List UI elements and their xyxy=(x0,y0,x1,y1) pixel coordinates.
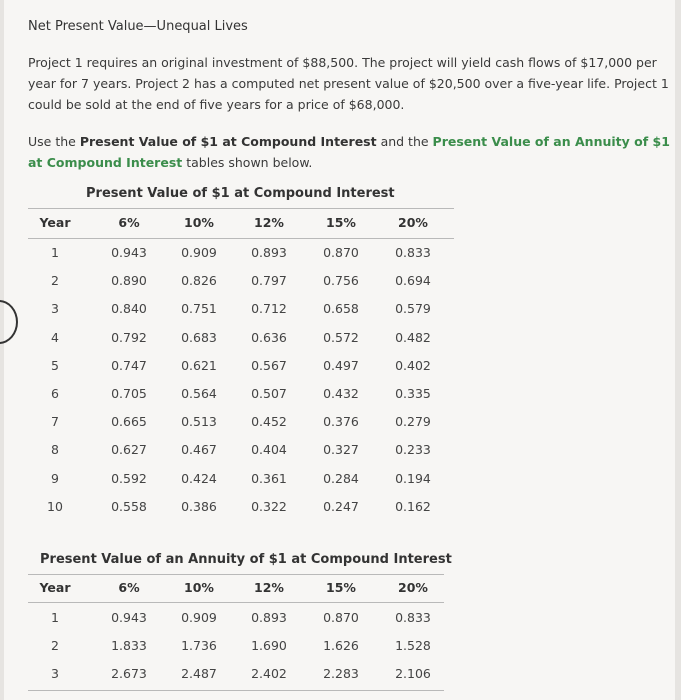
column-header: 15% xyxy=(326,580,356,595)
row-year: 9 xyxy=(51,470,59,486)
table-cell: 0.335 xyxy=(395,386,431,401)
document-page xyxy=(4,0,675,700)
problem-text: Project 1 requires an original investment of $88,500. The project will yield cash flows of $17,000 per year for 7 years. Project 2 has a computed net present value of $20,500 over a five-year life. Project 1 could be sold at the end of five years for a price of $68,000. xyxy=(28,55,669,112)
table-cell: 0.284 xyxy=(323,470,359,486)
row-year: 3 xyxy=(51,301,59,317)
table-cell: 0.756 xyxy=(323,273,359,289)
table-rule xyxy=(28,690,444,691)
table-cell: 0.327 xyxy=(323,442,359,458)
table-cell: 2.283 xyxy=(323,666,359,681)
table-cell: 0.467 xyxy=(181,442,217,458)
annuity-table-title: Present Value of an Annuity of $1 at Compound Interest xyxy=(40,552,452,567)
table-cell: 0.712 xyxy=(251,301,287,317)
column-header: 20% xyxy=(398,215,428,230)
table-cell: 0.558 xyxy=(111,498,147,514)
table-cell: 0.194 xyxy=(395,470,431,486)
row-year: 6 xyxy=(51,386,59,401)
pv-table-title: Present Value of $1 at Compound Interest xyxy=(86,186,395,201)
table-cell: 2.402 xyxy=(251,666,287,681)
row-year: 8 xyxy=(51,442,59,458)
table-rule xyxy=(28,602,444,603)
table-cell: 0.572 xyxy=(323,329,359,345)
table-cell: 0.507 xyxy=(251,386,287,401)
table-cell: 0.747 xyxy=(111,357,147,373)
table-cell: 0.233 xyxy=(395,442,431,458)
table-cell: 0.482 xyxy=(395,329,431,345)
table-cell: 0.840 xyxy=(111,301,147,317)
table-cell: 0.943 xyxy=(111,610,147,625)
table-cell: 1.736 xyxy=(181,638,217,653)
instructions-mid: and the xyxy=(376,134,433,149)
table-cell: 0.361 xyxy=(251,470,287,486)
table-cell: 0.943 xyxy=(111,245,147,260)
table-cell: 2.106 xyxy=(395,666,431,681)
table-cell: 0.751 xyxy=(181,301,217,317)
table-cell: 0.567 xyxy=(251,357,287,373)
table-cell: 0.909 xyxy=(181,245,217,260)
row-year: 2 xyxy=(51,273,59,289)
page-title: Net Present Value—Unequal Lives xyxy=(28,19,248,34)
pv-table-link[interactable]: Present Value of $1 at Compound Interest xyxy=(79,134,377,149)
table-cell: 1.626 xyxy=(323,638,359,653)
row-year: 2 xyxy=(51,638,59,653)
table-cell: 0.705 xyxy=(111,386,147,401)
table-cell: 0.247 xyxy=(323,498,359,514)
column-header: 6% xyxy=(118,580,140,595)
table-cell: 0.893 xyxy=(251,610,287,625)
column-header: 10% xyxy=(184,215,214,230)
table-cell: 0.792 xyxy=(111,329,147,345)
instructions-pre: Use the xyxy=(28,134,80,149)
table-cell: 0.665 xyxy=(111,414,147,430)
annuity-table-link[interactable]: Present Value of an Annuity of $1 at Compound Interest xyxy=(28,134,670,170)
row-year: 7 xyxy=(51,414,59,430)
table-cell: 0.627 xyxy=(111,442,147,458)
table-cell: 0.870 xyxy=(323,610,359,625)
table-cell: 0.376 xyxy=(323,414,359,430)
table-cell: 0.658 xyxy=(323,301,359,317)
table-cell: 0.694 xyxy=(395,273,431,289)
column-header: 20% xyxy=(398,580,428,595)
table-cell: 0.162 xyxy=(395,498,431,514)
table-cell: 0.870 xyxy=(323,245,359,260)
table-cell: 1.528 xyxy=(395,638,431,653)
row-year: 1 xyxy=(51,610,59,625)
table-cell: 0.579 xyxy=(395,301,431,317)
table-cell: 1.690 xyxy=(251,638,287,653)
row-year: 5 xyxy=(51,357,59,373)
table-cell: 0.279 xyxy=(395,414,431,430)
table-cell: 0.402 xyxy=(395,357,431,373)
instructions-post: tables shown below. xyxy=(182,155,313,170)
table-cell: 0.797 xyxy=(251,273,287,289)
column-header: 15% xyxy=(326,215,356,230)
row-year: 3 xyxy=(51,666,59,681)
table-cell: 0.432 xyxy=(323,386,359,401)
table-rule xyxy=(28,574,444,575)
table-cell: 0.404 xyxy=(251,442,287,458)
table-rule xyxy=(28,208,454,209)
table-cell: 0.636 xyxy=(251,329,287,345)
table-cell: 0.513 xyxy=(181,414,217,430)
row-year: 1 xyxy=(51,245,59,260)
table-cell: 0.424 xyxy=(181,470,217,486)
table-cell: 1.833 xyxy=(111,638,147,653)
column-header: Year xyxy=(39,580,71,595)
table-cell: 0.909 xyxy=(181,610,217,625)
column-header: 12% xyxy=(254,580,284,595)
column-header: 10% xyxy=(184,580,214,595)
table-cell: 0.621 xyxy=(181,357,217,373)
table-cell: 0.497 xyxy=(323,357,359,373)
table-cell: 2.673 xyxy=(111,666,147,681)
table-cell: 0.893 xyxy=(251,245,287,260)
row-year: 10 xyxy=(47,498,63,514)
table-cell: 0.452 xyxy=(251,414,287,430)
row-year: 4 xyxy=(51,329,59,345)
column-header: 6% xyxy=(118,215,140,230)
table-cell: 0.322 xyxy=(251,498,287,514)
table-cell: 0.564 xyxy=(181,386,217,401)
table-cell: 0.833 xyxy=(395,245,431,260)
column-header: Year xyxy=(39,215,71,230)
table-cell: 0.683 xyxy=(181,329,217,345)
table-cell: 2.487 xyxy=(181,666,217,681)
table-cell: 0.890 xyxy=(111,273,147,289)
table-cell: 0.833 xyxy=(395,610,431,625)
table-rule xyxy=(28,238,454,239)
instructions-text xyxy=(28,131,678,173)
table-cell: 0.592 xyxy=(111,470,147,486)
table-cell: 0.826 xyxy=(181,273,217,289)
table-cell: 0.386 xyxy=(181,498,217,514)
column-header: 12% xyxy=(254,215,284,230)
